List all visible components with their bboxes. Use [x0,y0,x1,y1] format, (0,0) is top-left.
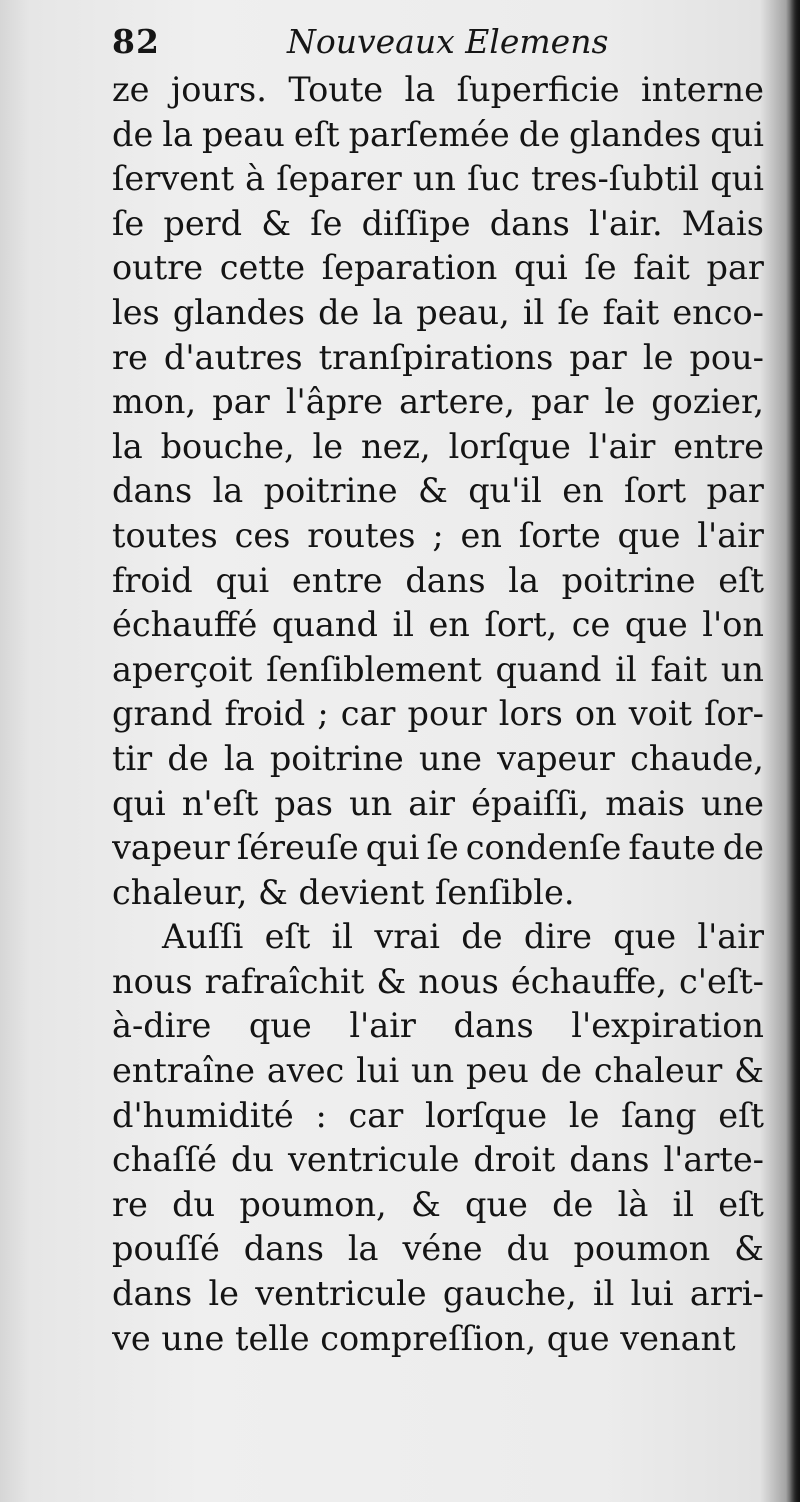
text-line: froid qui entre dans la poitrine eſt [112,560,764,600]
text-line: outre cette ſeparation qui ſe fait par [112,248,764,288]
text-line: échauffé quand il en ſort, ce que l'on [112,605,764,645]
text-line: ſe perd & ſe diſſipe dans l'air. Mais [112,203,764,243]
text-line: la bouche, le nez, lorſque l'air entre [112,426,764,466]
text-line: les glandes de la peau, il ſe fait enco- [112,292,764,332]
paragraph [112,68,764,915]
page-number: 82 [112,22,160,61]
text-line: chaſſé du ventricule droit dans l'arte- [112,1140,764,1180]
text-line: entraîne avec lui un peu de chaleur & [112,1051,764,1091]
text-line: grand froid ; car pour lors on voit ſor- [112,694,764,734]
running-head: Nouveaux Elemens [287,22,609,61]
text-line: toutes ces routes ; en ſorte que l'air [112,515,764,555]
text-line: re d'autres tranſpirations par le pou- [112,337,764,377]
text-line: dans la poitrine & qu'il en ſort par [112,471,764,511]
text-line: ve une telle compreſſion, que venant [112,1318,736,1358]
text-line: vapeur ſéreuſe qui ſe condenſe faute de [112,828,764,868]
gutter-shadow [786,0,800,1502]
text-line: pouſſé dans la véne du poumon & [112,1229,764,1269]
text-line: chaleur, & devient ſenſible. [112,872,575,912]
text-line: Auſſi eſt il vrai de dire que l'air [162,917,764,957]
text-line: aperçoit ſenſiblement quand il fait un [112,649,764,689]
paragraph [112,915,764,1361]
text-line: ze jours. Toute la ſuperficie interne [112,70,764,109]
page-header [112,22,632,66]
text-line: qui n'eſt pas un air épaiſſi, mais une [112,783,764,823]
text-line: tir de la poitrine une vapeur chaude, [112,738,764,778]
text-line: dans le ventricule gauche, il lui arri- [112,1274,764,1314]
text-line: d'humidité : car lorſque le ſang eſt [112,1095,764,1135]
text-line: re du poumon, & que de là il eſt [112,1184,764,1224]
text-line: mon, par l'âpre artere, par le gozier, [112,382,764,422]
text-line: ſervent à ſeparer un ſuc tres-ſubtil qui [112,159,764,199]
text-line: de la peau eſt parſemée de glandes qui [112,114,764,154]
text-line: nous rafraîchit & nous échauffe, c'eſt- [112,961,764,1001]
body-text [112,68,764,1361]
text-line: à-dire que l'air dans l'expiration [112,1006,764,1046]
